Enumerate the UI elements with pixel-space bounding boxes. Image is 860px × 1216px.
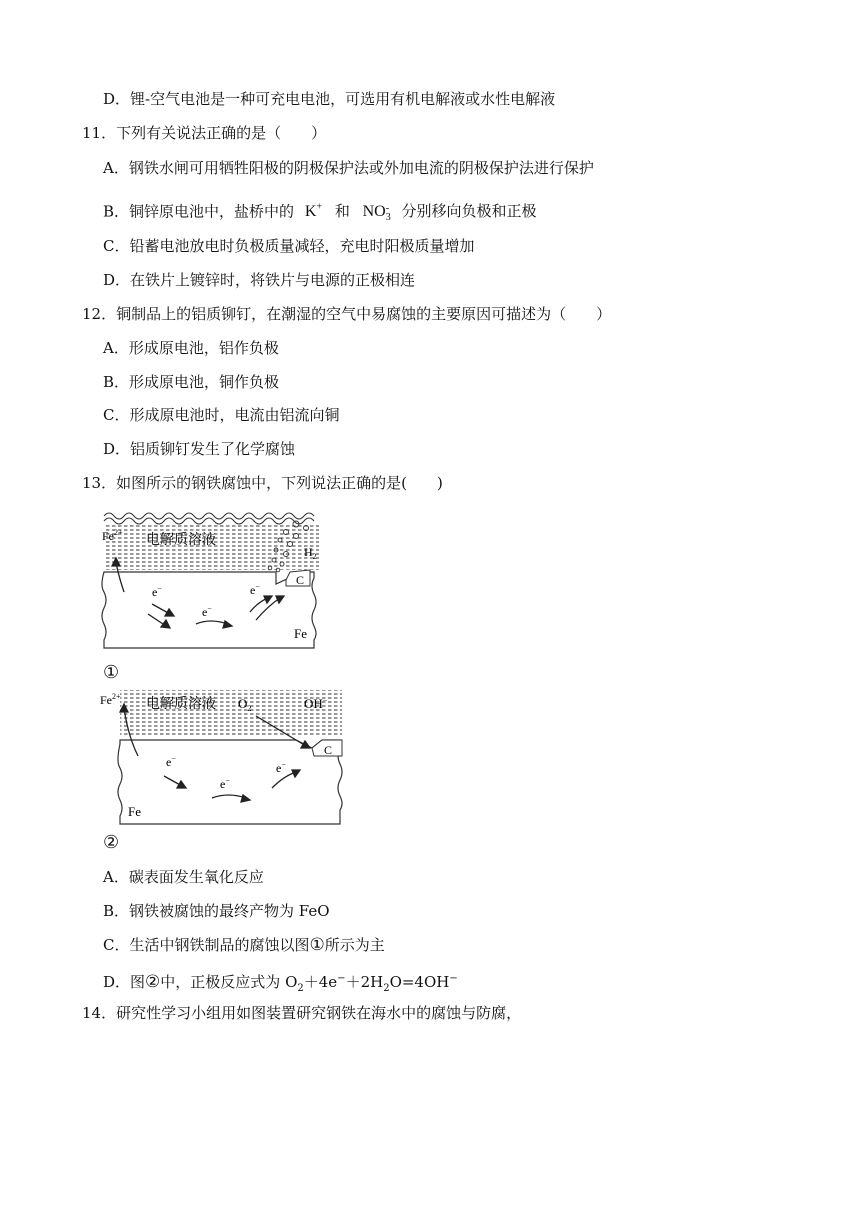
fig1-fe-ion-label: $Fe^{2+}$ xyxy=(102,528,123,543)
q10-option-d: D．锂-空气电池是一种可充电电池，可选用有机电解液或水性电解液 xyxy=(103,90,556,108)
q11-option-d: D．在铁片上镀锌时，将铁片与电源的正极相连 xyxy=(103,271,416,289)
fig2-solution-label: 电解质溶液 xyxy=(146,697,216,712)
q13-option-c: C．生活中钢铁制品的腐蚀以图①所示为主 xyxy=(103,935,385,955)
q11-option-c: C．铅蓄电池放电时负极质量减轻，充电时阳极质量增加 xyxy=(103,237,475,255)
fig2-fe-ion-label: $Fe^{2+}$ xyxy=(100,692,121,707)
figure-2-label: ② xyxy=(103,832,120,853)
fig1-electron-label-3: e− xyxy=(250,582,260,597)
q14-stem: 14．研究性学习小组用如图装置研究钢铁在海水中的腐蚀与防腐， xyxy=(82,1004,522,1022)
fig1-h2-label: $H_2$ xyxy=(304,545,317,561)
q12-stem: 12．铜制品上的铝质铆钉，在潮湿的空气中易腐蚀的主要原因可描述为（ ） xyxy=(82,305,612,323)
nitrate-ion: NO - 3 xyxy=(362,202,391,223)
fig1-solution-label: 电解质溶液 xyxy=(146,533,216,548)
fig1-carbon-label: C xyxy=(296,573,305,587)
q12-option-a: A．形成原电池，铝作负极 xyxy=(103,339,279,357)
figure-1-label: ① xyxy=(103,662,120,683)
fig2-carbon-label: C xyxy=(324,743,333,757)
potassium-ion: K+ xyxy=(304,202,323,221)
fig2-electron-label-1: e− xyxy=(166,754,176,769)
q13-option-d: D．图②中，正极反应式为 $O_2+4e^-+2H_2O=4OH^-$ xyxy=(103,972,458,994)
q11-option-b: B．铜锌原电池中，盐桥中的 K+ 和 NO - 3 分别移向负极和正极 xyxy=(103,202,537,223)
fig2-o2-label: $O_2$ xyxy=(238,696,252,713)
q11-stem: 11．下列有关说法正确的是（ ） xyxy=(82,124,327,142)
figure-hydrogen-evolution-corrosion xyxy=(100,508,325,653)
q12-option-b: B．形成原电池，铜作负极 xyxy=(103,373,280,391)
fig2-electron-label-3: e− xyxy=(276,760,286,775)
fig1-electron-label-1: e− xyxy=(152,584,162,599)
figure-oxygen-absorption-corrosion xyxy=(100,688,345,828)
q12-option-d: D．铝质铆钉发生了化学腐蚀 xyxy=(103,440,296,458)
q12-option-c: C．形成原电池时，电流由铝流向铜 xyxy=(103,406,340,424)
fig2-oh-label: OH− xyxy=(304,696,328,711)
q13-option-a: A．碳表面发生氧化反应 xyxy=(103,868,264,886)
fig2-electron-label-2: e− xyxy=(220,776,230,791)
fig1-fe-label: Fe xyxy=(294,626,307,641)
q13-stem: 13．如图所示的钢铁腐蚀中，下列说法正确的是( ) xyxy=(82,474,443,492)
q11-option-a: A．钢铁水闸可用牺牲阳极的阴极保护法或外加电流的阴极保护法进行保护 xyxy=(103,159,594,177)
fig2-fe-label: Fe xyxy=(128,804,141,819)
q13-option-b: B．钢铁被腐蚀的最终产物为 FeO xyxy=(103,902,330,920)
fig1-electron-label-2: e− xyxy=(202,604,212,619)
